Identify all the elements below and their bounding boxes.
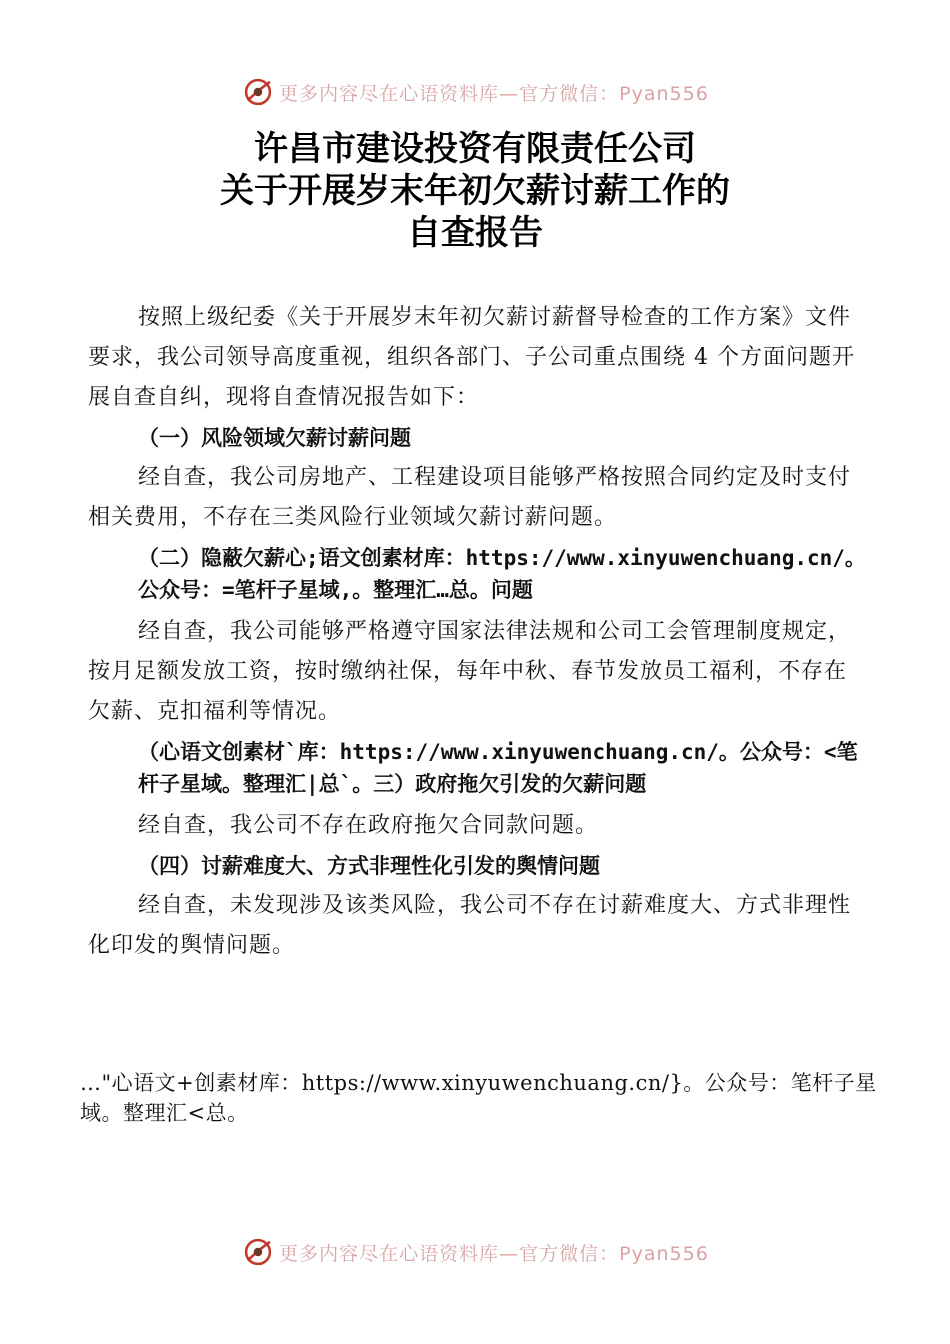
footer-watermark-banner [0, 1232, 950, 1272]
section-paragraph-2: 经自查，我公司能够严格遵守国家法律法规和公司工会管理制度规定，按月足额发放工资，按时缴纳社保，每年中秋、春节发放员工福利，不存在欠薪、克扣福利等情况。 [88, 619, 852, 724]
title-line-3: 自查报告 [407, 213, 543, 253]
watermark-text: 更多内容尽在心语资料库—官方微信：Pyan556 [279, 1242, 709, 1265]
footer-note: …"心语文+创素材库：https://www.xinyuwenchuang.cn/}。公众号：笔杆子星域。整理汇<总。 [80, 1071, 877, 1125]
title-line-1: 许昌市建设投资有限责任公司 [254, 129, 696, 169]
header-watermark-banner [0, 72, 950, 112]
watermark-text: 更多内容尽在心语资料库—官方微信：Pyan556 [279, 82, 709, 105]
section-paragraph-4: 经自查，未发现涉及该类风险，我公司不存在讨薪难度大、方式非理性化印发的舆情问题。 [88, 893, 852, 958]
section-heading-3: （心语文创素材`库：https://www.xinyuwenchuang.cn/。公众号：<笔杆子星域。整理汇|总`。三）政府拖欠引发的欠薪问题 [138, 740, 858, 796]
section-paragraph-3: 经自查，我公司不存在政府拖欠合同款问题。 [138, 813, 599, 838]
section-heading-1: （一）风险领域欠薪讨薪问题 [138, 426, 411, 450]
section-paragraph-1: 经自查，我公司房地产、工程建设项目能够严格按照合同约定及时支付相关费用，不存在三类风险行业领域欠薪讨薪问题。 [88, 465, 852, 530]
document-title [0, 128, 950, 254]
watermark-logo-icon [241, 75, 275, 109]
section-heading-2: （二）隐蔽欠薪心;语文创素材库：https://www.xinyuwenchuang.cn/。公众号：=笔杆子星域,。整理汇…总。问题 [138, 546, 866, 602]
title-line-2: 关于开展岁末年初欠薪讨薪工作的 [220, 171, 730, 211]
intro-paragraph: 按照上级纪委《关于开展岁末年初欠薪讨薪督导检查的工作方案》文件要求，我公司领导高度重视，组织各部门、子公司重点围绕 4 个方面问题开展自查自纠，现将自查情况报告如下： [88, 305, 855, 410]
section-heading-4: （四）讨薪难度大、方式非理性化引发的舆情问题 [138, 854, 600, 878]
watermark-logo-icon [241, 1235, 275, 1269]
document-body [88, 298, 868, 966]
